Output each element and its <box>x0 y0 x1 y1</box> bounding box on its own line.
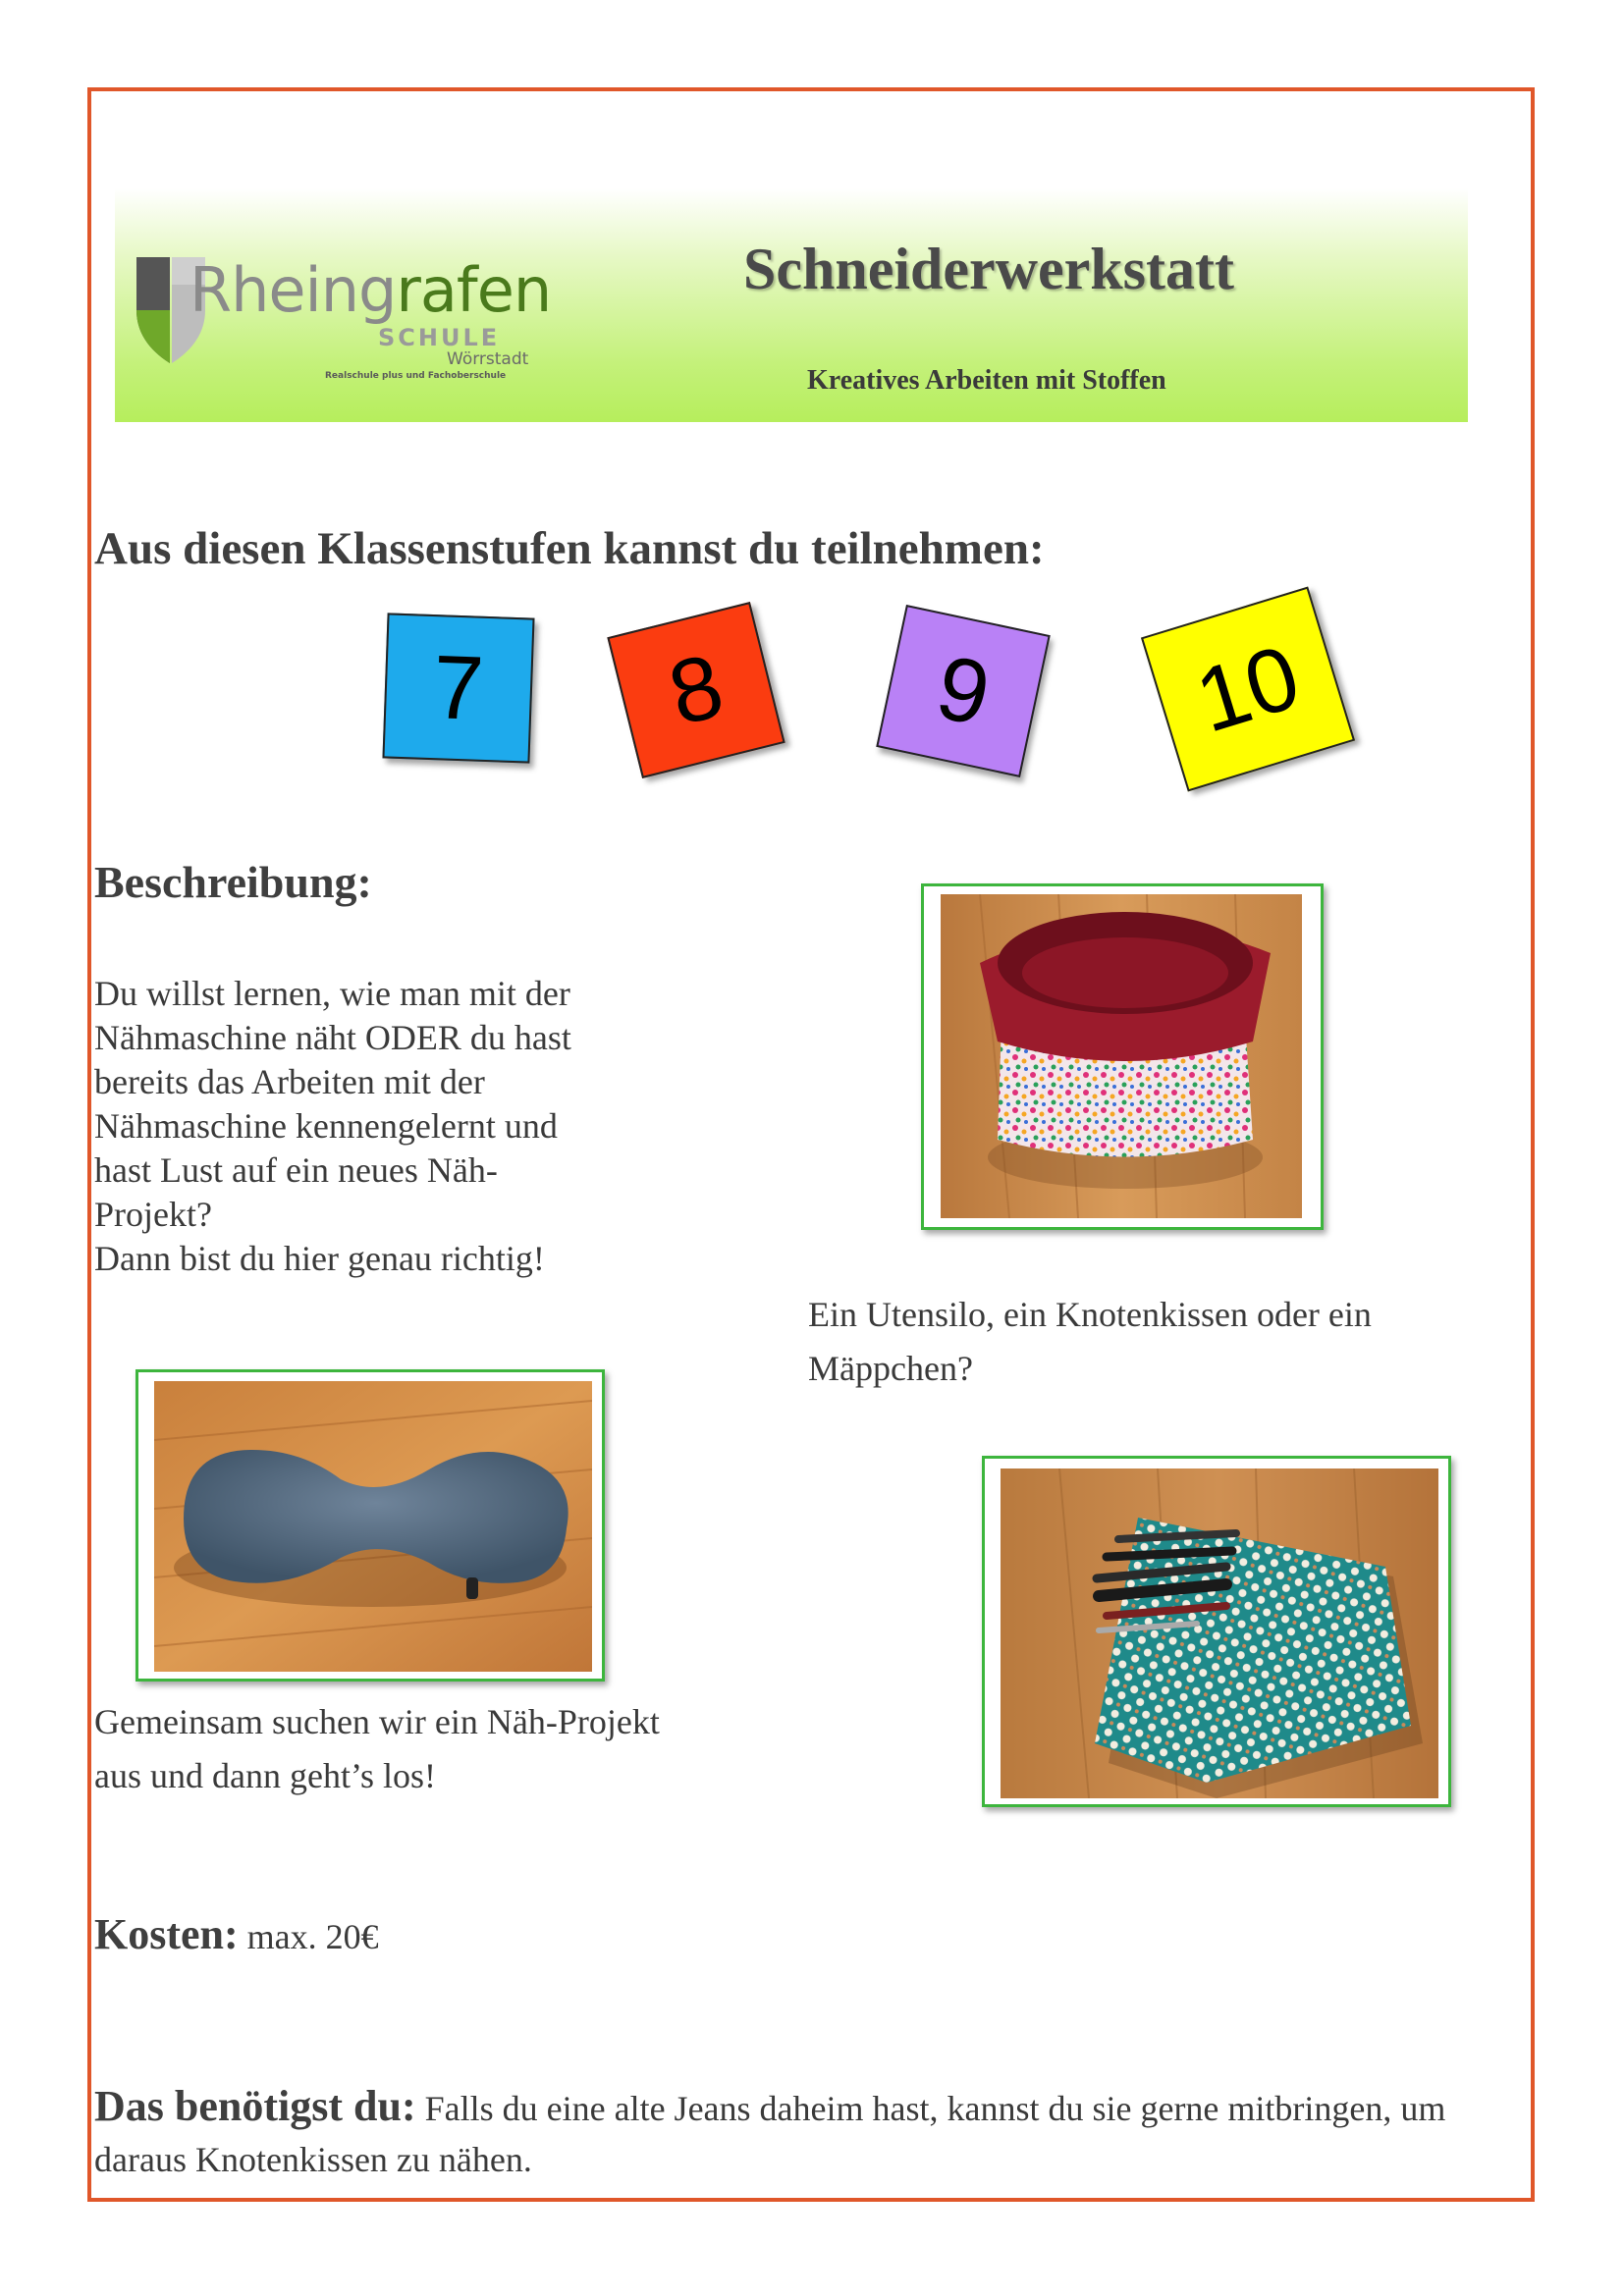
logo-tagline: Realschule plus und Fachoberschule <box>325 371 507 381</box>
logo-wordmark: Rheingrafen <box>189 254 552 326</box>
description-line: hast Lust auf ein neues Näh- <box>94 1150 498 1190</box>
photo-maeppchen <box>982 1456 1451 1807</box>
grade-badge-9: 9 <box>876 605 1050 777</box>
projects-caption <box>808 1288 1495 1396</box>
description-heading: Beschreibung: <box>94 857 372 907</box>
grade-badge-7: 7 <box>382 613 534 763</box>
cost-line <box>94 1909 379 1959</box>
grades-heading: Aus diesen Klassenstufen kannst du teilnehmen: <box>94 523 1045 574</box>
grade-badge-8: 8 <box>607 602 785 778</box>
description-line: Nähmaschine kennengelernt und <box>94 1106 558 1146</box>
together-caption-line: aus und dann geht’s los! <box>94 1756 436 1795</box>
needs-text: Falls du eine alte Jeans daheim hast, kannst du sie gerne mitbringen, um daraus Knotenkissen zu nähen. <box>94 2089 1446 2179</box>
knotenkissen-image <box>154 1381 592 1672</box>
page-subtitle: Kreatives Arbeiten mit Stoffen <box>807 365 1166 396</box>
description-line: Du willst lernen, wie man mit der <box>94 974 570 1013</box>
page-title: Schneiderwerkstatt <box>743 237 1234 301</box>
header-banner <box>115 188 1468 422</box>
grade-badge-10: 10 <box>1141 587 1355 792</box>
school-logo <box>135 253 552 381</box>
description-text <box>94 972 683 1281</box>
photo-utensilo <box>921 883 1324 1230</box>
maeppchen-image <box>1001 1468 1438 1798</box>
description-line: Nähmaschine näht ODER du hast <box>94 1018 571 1057</box>
projects-caption-line: Mäppchen? <box>808 1349 973 1388</box>
photo-knotenkissen <box>135 1369 605 1682</box>
cost-label: Kosten: <box>94 1910 239 1958</box>
utensilo-image <box>941 894 1302 1218</box>
description-line: Dann bist du hier genau richtig! <box>94 1239 545 1278</box>
needs-line <box>94 2081 1528 2185</box>
projects-caption-line: Ein Utensilo, ein Knotenkissen oder ein <box>808 1295 1372 1334</box>
together-caption <box>94 1695 801 1803</box>
cost-value: max. 20€ <box>246 1917 379 1956</box>
logo-town-text: Wörrstadt <box>447 349 529 369</box>
needs-label: Das benötigst du: <box>94 2082 416 2130</box>
description-line: bereits das Arbeiten mit der <box>94 1062 485 1101</box>
logo-school-text: SCHULE <box>378 324 501 351</box>
together-caption-line: Gemeinsam suchen wir ein Näh-Projekt <box>94 1702 660 1741</box>
description-line: Projekt? <box>94 1195 212 1234</box>
